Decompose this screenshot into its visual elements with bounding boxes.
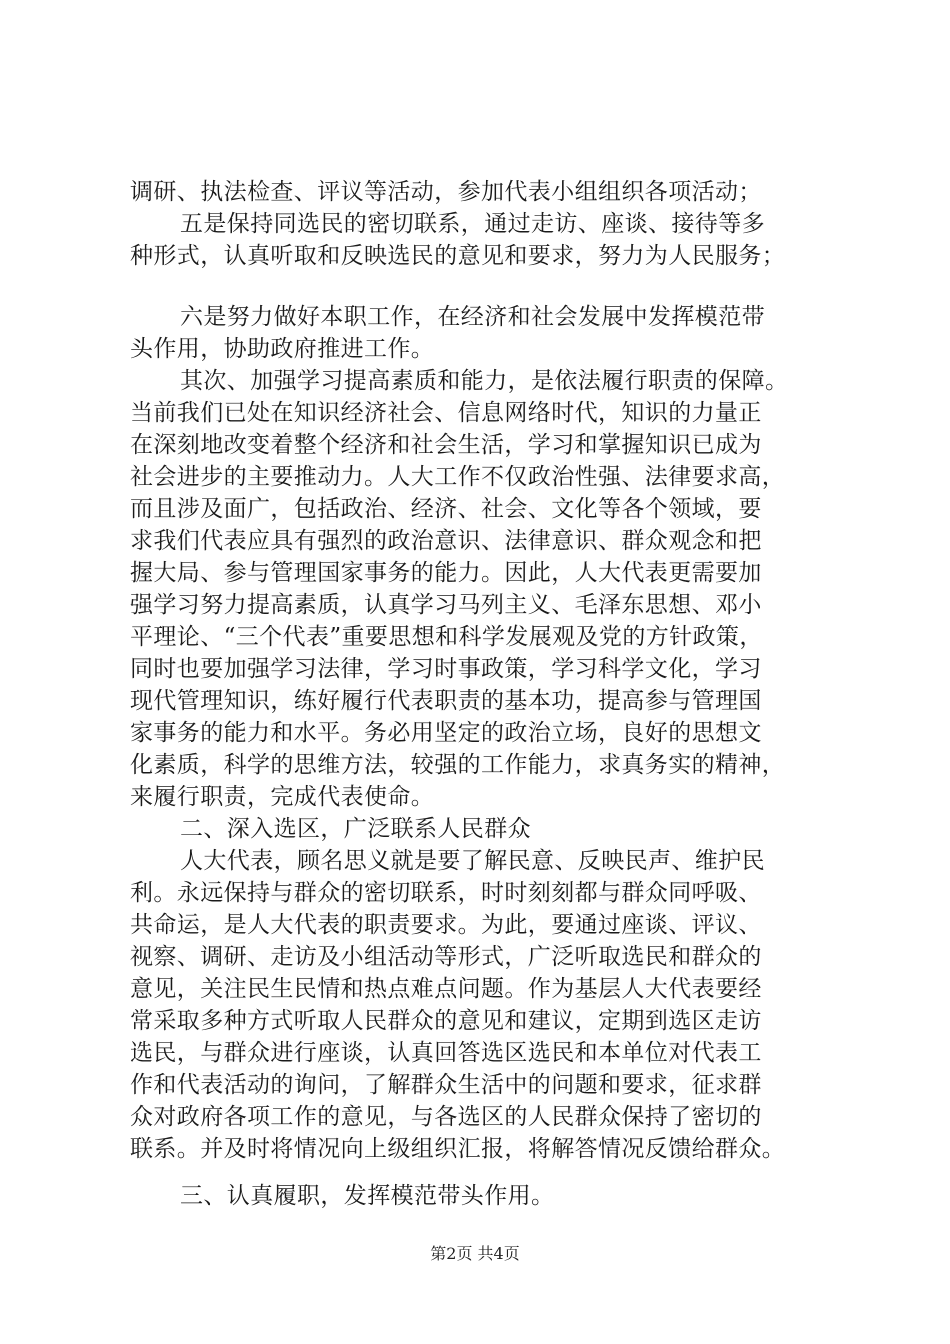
text-line: 握大局、参与管理国家事务的能力。因此，人大代表更需要加: [130, 560, 762, 586]
text-line: 联系。并及时将情况向上级组织汇报，将解答情况反馈给群众。: [130, 1136, 786, 1162]
section-heading: 二、深入选区，广泛联系人民群众: [180, 816, 531, 842]
text-line: 利。永远保持与群众的密切联系，时时刻刻都与群众同呼吸、: [130, 880, 762, 906]
text-line: 共命运，是人大代表的职责要求。为此，要通过座谈、评议、: [130, 912, 762, 938]
text-line: 社会进步的主要推动力。人大工作不仅政治性强、法律要求高，: [130, 464, 786, 490]
text-line: 种形式，认真听取和反映选民的意见和要求，努力为人民服务；: [130, 243, 786, 269]
text-line: 求我们代表应具有强烈的政治意识、法律意识、群众观念和把: [130, 528, 762, 554]
text-line: 而且涉及面广，包括政治、经济、社会、文化等各个领域，要: [130, 496, 762, 522]
text-line: 人大代表，顾名思义就是要了解民意、反映民声、维护民: [180, 848, 765, 874]
text-line: 选民，与群众进行座谈，认真回答选区选民和本单位对代表工: [130, 1040, 762, 1066]
text-line: 其次、加强学习提高素质和能力，是依法履行职责的保障。: [180, 368, 789, 394]
text-line: 在深刻地改变着整个经济和社会生活，学习和掌握知识已成为: [130, 432, 762, 458]
text-line: 调研、执法检查、评议等活动，参加代表小组组织各项活动；: [130, 179, 762, 205]
text-line: 平理论、“三个代表”重要思想和科学发展观及党的方针政策，: [130, 624, 763, 650]
text-line: 化素质，科学的思维方法，较强的工作能力，求真务实的精神，: [130, 752, 786, 778]
text-line: 家事务的能力和水平。务必用坚定的政治立场，良好的思想文: [130, 720, 762, 746]
text-line: 强学习努力提高素质，认真学习马列主义、毛泽东思想、邓小: [130, 592, 762, 618]
text-line: 头作用，协助政府推进工作。: [130, 336, 435, 362]
section-heading: 三、认真履职，发挥模范带头作用。: [180, 1183, 555, 1209]
text-line: 当前我们已处在知识经济社会、信息网络时代，知识的力量正: [130, 400, 762, 426]
text-line: 作和代表活动的询问，了解群众生活中的问题和要求，征求群: [130, 1072, 762, 1098]
text-line: 意见，关注民生民情和热点难点问题。作为基层人大代表要经: [130, 976, 762, 1002]
text-line: 众对政府各项工作的意见，与各选区的人民群众保持了密切的: [130, 1104, 762, 1130]
text-line: 同时也要加强学习法律，学习时事政策，学习科学文化，学习: [130, 656, 762, 682]
page-footer: 第2页 共4页: [430, 1244, 520, 1263]
text-line: 来履行职责，完成代表使命。: [130, 784, 435, 810]
text-line: 现代管理知识，练好履行代表职责的基本功，提高参与管理国: [130, 688, 762, 714]
text-line: 五是保持同选民的密切联系，通过走访、座谈、接待等多: [180, 211, 765, 237]
text-line: 视察、调研、走访及小组活动等形式，广泛听取选民和群众的: [130, 944, 762, 970]
text-line: 六是努力做好本职工作，在经济和社会发展中发挥模范带: [180, 304, 765, 330]
text-line: 常采取多种方式听取人民群众的意见和建议，定期到选区走访: [130, 1008, 762, 1034]
